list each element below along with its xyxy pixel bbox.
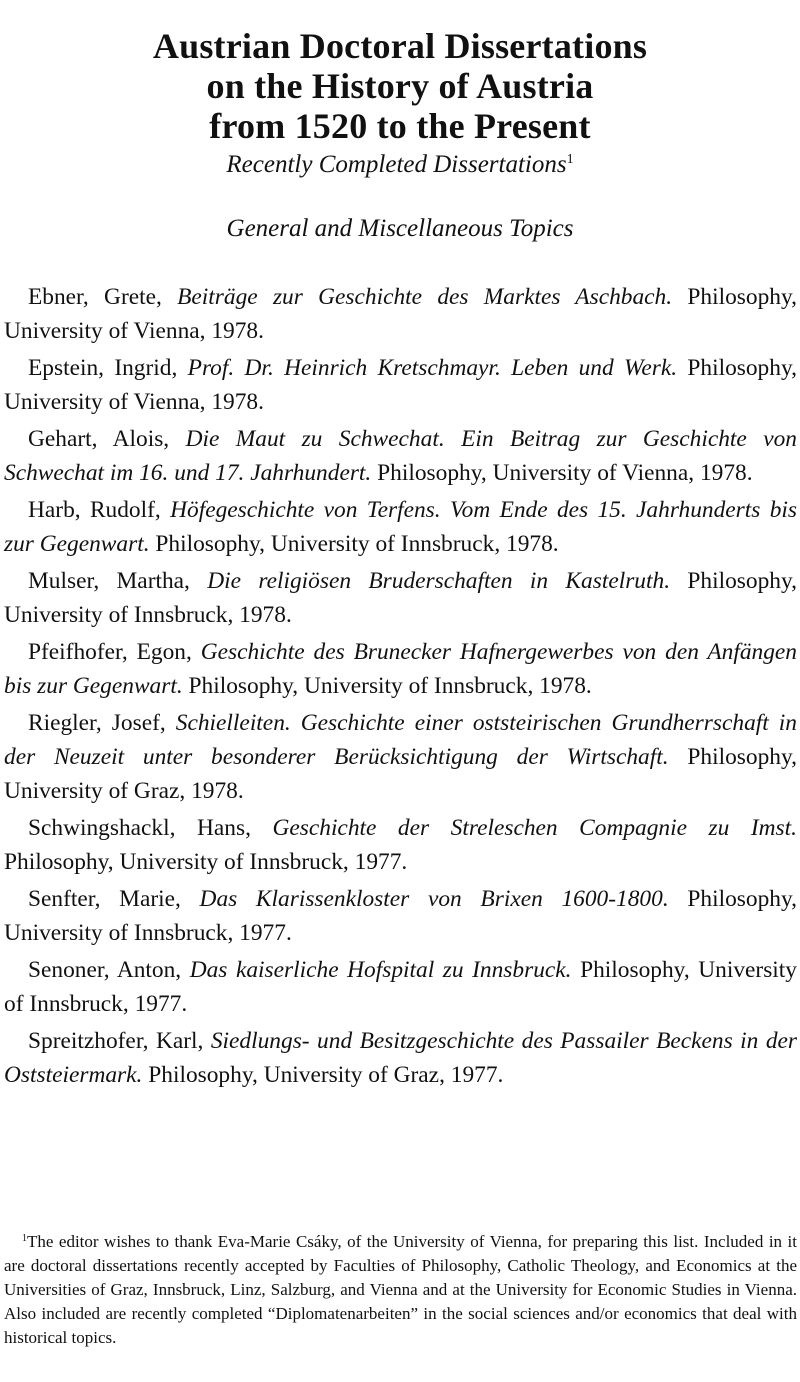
entry-author: Mulser, Martha, — [28, 568, 208, 594]
entry-title: Beiträge zur Geschichte des Marktes Aschbach. — [177, 284, 673, 310]
entry-author: Riegler, Josef, — [28, 710, 176, 736]
entry-author: Spreitzhofer, Karl, — [28, 1028, 211, 1054]
entry-author: Pfeifhofer, Egon, — [28, 639, 201, 665]
entry-title: Die religiösen Bruderschaften in Kastelruth. — [207, 568, 671, 594]
entry-author: Senfter, Marie, — [28, 886, 200, 912]
entry-details: Philosophy, University of Graz, 1978. — [4, 744, 797, 804]
list-item — [4, 882, 797, 950]
entry-details: Philosophy, University of Innsbruck, 1978. — [182, 673, 592, 699]
entry-author: Schwingshackl, Hans, — [28, 815, 273, 841]
list-item — [4, 811, 797, 879]
footnote-text: The editor wishes to thank Eva-Marie Csáky, of the University of Vienna, for preparing this list. Included in it are doctoral dissertations recently accepted by Faculties of Philosophy, Catholic Theology, and Economics at the Universities of Graz, Innsbruck, Linz, Salzburg, and Vienna and at the University for Economic Studies in Vienna. Also included are recently completed “Diplomatenarbeiten” in the social sciences and/or economics that deal with historical topics. — [4, 1232, 797, 1347]
entry-details: Philosophy, University of Innsbruck, 1977. — [4, 957, 797, 1017]
entry-details: Philosophy, University of Vienna, 1978. — [4, 355, 797, 415]
entry-title: Die Maut zu Schwechat. Ein Beitrag zur Geschichte von Schwechat im 16. und 17. Jahrhundert. — [4, 426, 797, 486]
list-item — [4, 280, 797, 348]
entry-title: Das Klarissenkloster von Brixen 1600-1800. — [199, 886, 669, 912]
entry-title: Geschichte der Streleschen Compagnie zu Imst. — [272, 815, 797, 841]
entry-author: Harb, Rudolf, — [28, 497, 171, 523]
dissertation-list — [4, 280, 797, 1095]
title-line: Austrian Doctoral Dissertations — [152, 26, 648, 67]
list-item — [4, 351, 797, 419]
document-title — [0, 26, 800, 146]
title-line: on the History of Austria — [206, 66, 594, 107]
subtitle-text: Recently Completed Dissertations — [226, 151, 567, 178]
entry-author: Ebner, Grete, — [28, 284, 178, 310]
entry-title: Siedlungs- und Besitzgeschichte des Passailer Beckens in der Oststeiermark. — [4, 1028, 797, 1088]
subtitle-footnote-mark: 1 — [566, 152, 574, 167]
list-item — [4, 706, 797, 808]
entry-details: Philosophy, University of Innsbruck, 1978. — [4, 568, 797, 628]
entry-author: Gehart, Alois, — [28, 426, 186, 452]
entry-title: Schielleiten. Geschichte einer oststeirischen Grundherrschaft in der Neuzeit unter besonderer Berücksichtigung der Wirtschaft. — [4, 710, 798, 770]
entry-details: Philosophy, University of Innsbruck, 1977. — [4, 886, 797, 946]
list-item — [4, 493, 797, 561]
footnote-mark: 1 — [22, 1233, 27, 1244]
entry-author: Epstein, Ingrid, — [28, 355, 188, 381]
entry-title: Das kaiserliche Hofspital zu Innsbruck. — [189, 957, 572, 983]
entry-details: Philosophy, University of Innsbruck, 1977. — [4, 849, 408, 875]
list-item — [4, 422, 797, 490]
list-item — [4, 953, 797, 1021]
list-item — [4, 564, 797, 632]
entry-details: Philosophy, University of Vienna, 1978. — [371, 460, 753, 486]
entry-title: Prof. Dr. Heinrich Kretschmayr. Leben und Werk. — [187, 355, 678, 381]
list-item — [4, 1024, 797, 1092]
entry-details: Philosophy, University of Innsbruck, 1978. — [149, 531, 559, 557]
entry-details: Philosophy, University of Vienna, 1978. — [4, 284, 797, 344]
title-line: from 1520 to the Present — [209, 106, 591, 147]
footnote — [4, 1230, 797, 1350]
entry-details: Philosophy, University of Graz, 1977. — [142, 1062, 504, 1088]
entry-title: Geschichte des Brunecker Hafnergewerbes von den Anfängen bis zur Gegenwart. — [4, 639, 797, 699]
section-heading: General and Miscellaneous Topics — [226, 215, 574, 242]
subtitle — [0, 150, 800, 180]
entry-title: Höfegeschichte von Terfens. Vom Ende des 15. Jahrhunderts bis zur Gegenwart. — [4, 497, 798, 557]
entry-author: Senoner, Anton, — [28, 957, 190, 983]
list-item — [4, 635, 797, 703]
